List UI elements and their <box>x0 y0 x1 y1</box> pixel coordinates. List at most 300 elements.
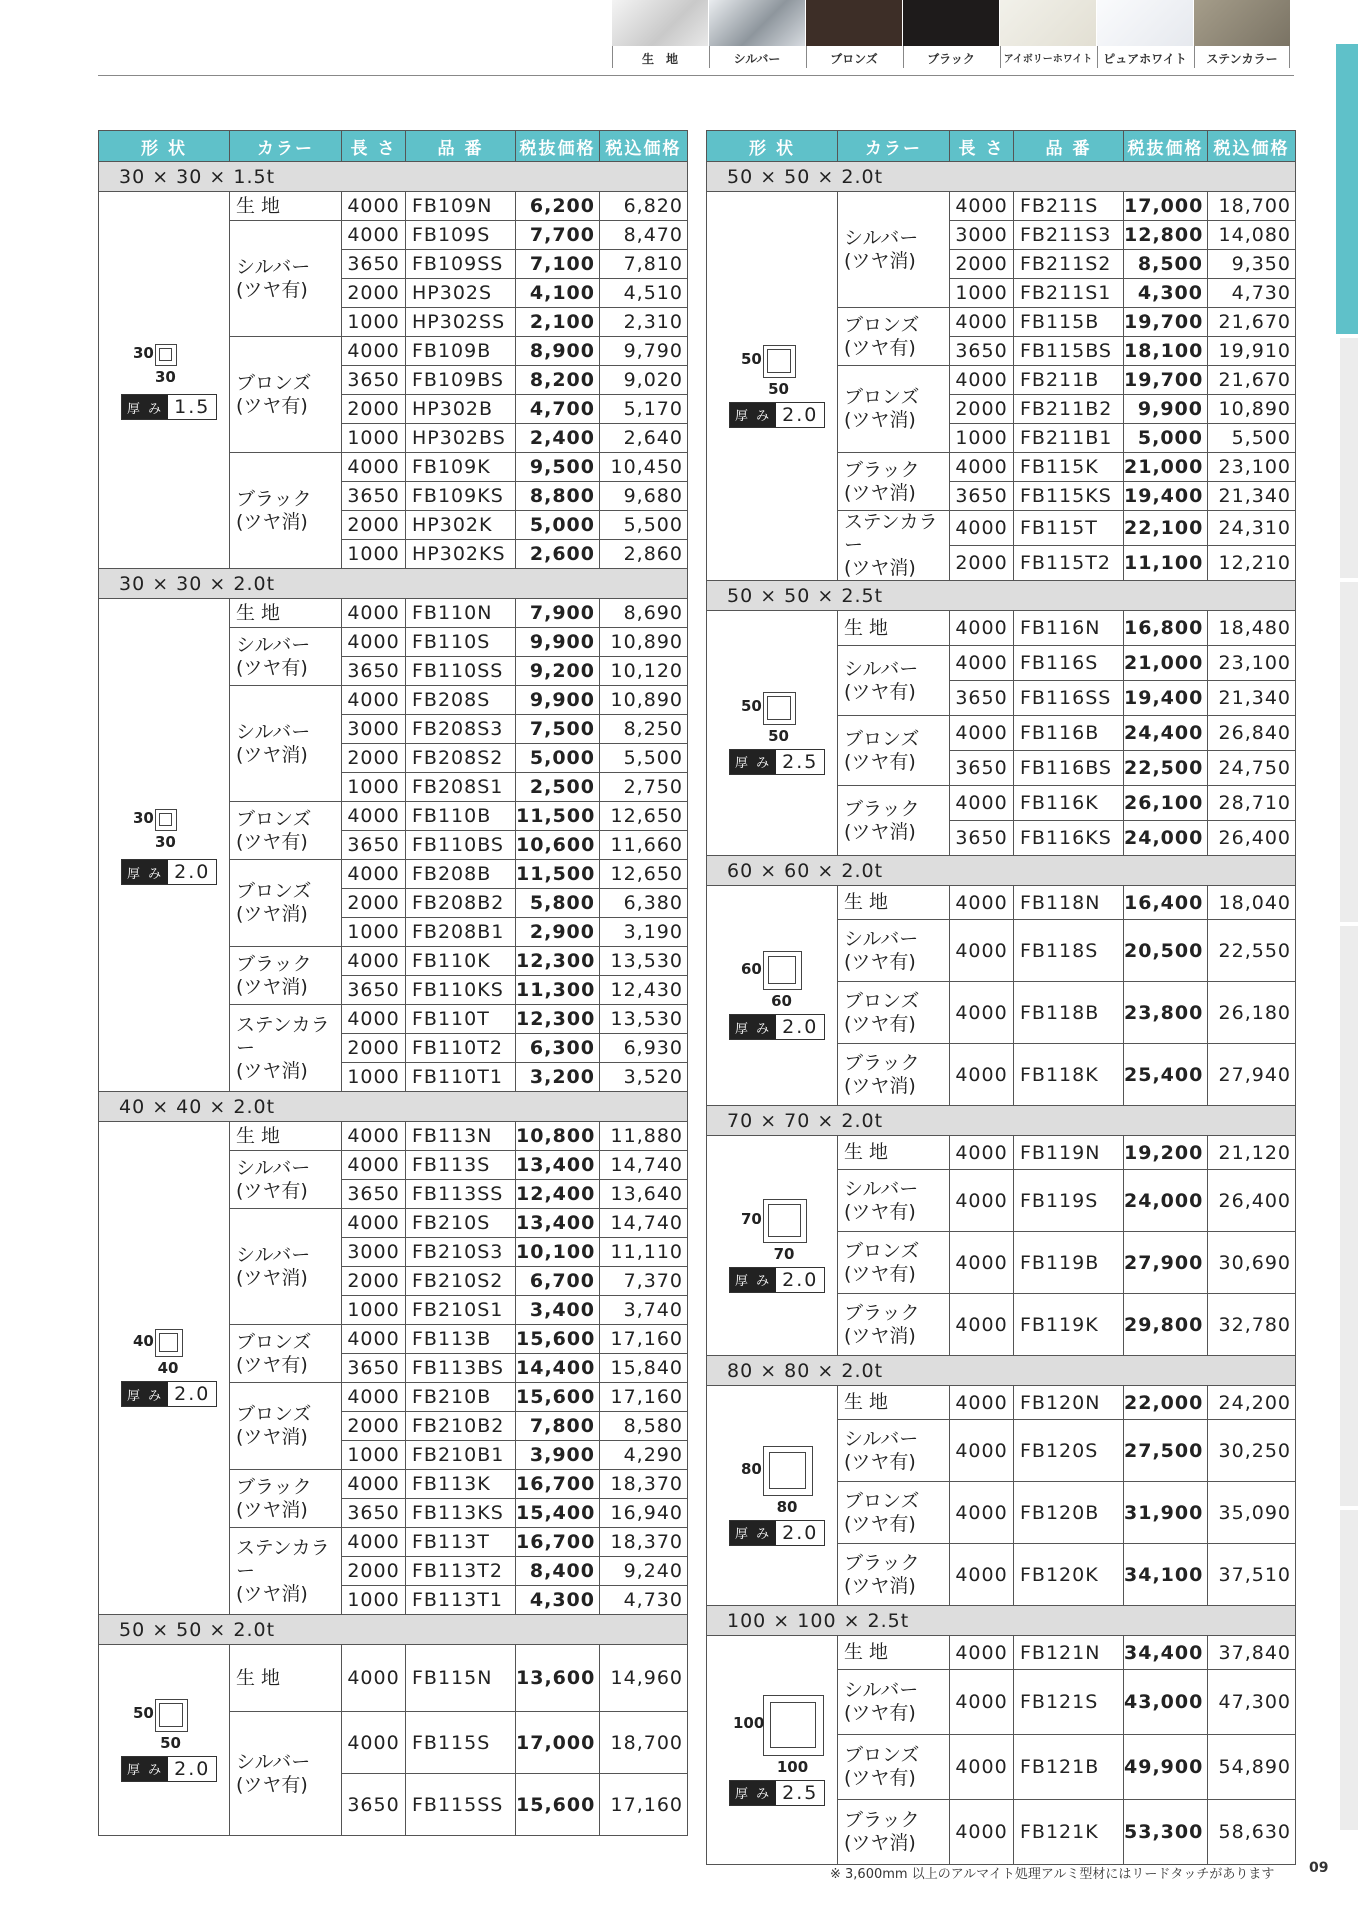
length-value: 3650 <box>342 366 406 395</box>
part-number: FB115T <box>1014 511 1124 546</box>
length-value: 4000 <box>342 1325 406 1354</box>
price-incl-tax: 21,670 <box>1208 308 1296 337</box>
price-excl-tax: 5,000 <box>1124 424 1208 453</box>
part-number: FB113N <box>406 1122 516 1151</box>
thickness-label: 厚 み <box>122 395 168 419</box>
length-value: 4000 <box>950 1544 1014 1606</box>
price-excl-tax: 13,400 <box>516 1151 600 1180</box>
profile-drawing <box>707 947 838 1044</box>
column-header: 税込価格 <box>1208 131 1296 162</box>
column-header: 長 さ <box>342 131 406 162</box>
part-number: FB210S3 <box>406 1238 516 1267</box>
length-value: 2000 <box>342 1034 406 1063</box>
table-row <box>99 599 688 628</box>
part-number: FB113KS <box>406 1499 516 1528</box>
profile-drawing <box>707 688 838 779</box>
length-value: 1000 <box>342 540 406 569</box>
color-name <box>230 1528 342 1615</box>
part-number: FB119N <box>1014 1136 1124 1170</box>
part-number: FB208B2 <box>406 889 516 918</box>
square-tube-icon <box>155 809 177 831</box>
price-incl-tax: 5,500 <box>600 744 688 773</box>
length-value: 4000 <box>950 366 1014 395</box>
part-number: FB110T1 <box>406 1063 516 1092</box>
color-name <box>838 1544 950 1606</box>
thickness-label: 厚 み <box>730 403 776 427</box>
profile-cell <box>707 611 838 856</box>
length-value: 1000 <box>342 424 406 453</box>
color-swatch <box>903 0 999 72</box>
length-value: 4000 <box>950 1044 1014 1106</box>
price-excl-tax: 13,600 <box>516 1645 600 1712</box>
length-value: 4000 <box>950 646 1014 681</box>
square-tube-icon <box>763 345 796 378</box>
length-value: 4000 <box>342 221 406 250</box>
dimension-height: 50 <box>741 697 762 715</box>
length-value: 1000 <box>342 918 406 947</box>
chapter-index-tab-inactive <box>1340 582 1358 922</box>
price-excl-tax: 16,800 <box>1124 611 1208 646</box>
price-table-left <box>98 130 688 1836</box>
column-header: 税抜価格 <box>1124 131 1208 162</box>
table-row <box>707 1136 1296 1170</box>
price-excl-tax: 7,100 <box>516 250 600 279</box>
part-number: FB118B <box>1014 982 1124 1044</box>
length-value: 3650 <box>950 681 1014 716</box>
color-text: ブラック (ツヤ消) <box>236 952 312 998</box>
color-text: ブロンズ (ツヤ有) <box>844 727 920 773</box>
profile-cell <box>707 1386 838 1606</box>
price-excl-tax: 6,700 <box>516 1267 600 1296</box>
color-text: 生 地 <box>236 1124 281 1147</box>
price-incl-tax: 12,430 <box>600 976 688 1005</box>
length-value: 4000 <box>342 453 406 482</box>
price-incl-tax: 4,730 <box>1208 279 1296 308</box>
profile-cell <box>99 1122 230 1615</box>
header-divider <box>98 75 1294 76</box>
chapter-index-tab-inactive <box>1340 1510 1358 1830</box>
length-value: 1000 <box>342 773 406 802</box>
thickness-label: 厚 み <box>730 750 776 774</box>
section-title: 100 × 100 × 2.5t <box>707 1606 1296 1636</box>
color-text: シルバー (ツヤ有) <box>844 927 919 973</box>
length-value: 2000 <box>342 1412 406 1441</box>
color-name <box>838 1232 950 1294</box>
part-number: FB110K <box>406 947 516 976</box>
price-excl-tax: 22,100 <box>1124 511 1208 546</box>
price-incl-tax: 10,890 <box>600 628 688 657</box>
section-title: 30 × 30 × 2.0t <box>99 569 688 599</box>
price-incl-tax: 11,110 <box>600 1238 688 1267</box>
price-incl-tax: 24,310 <box>1208 511 1296 546</box>
length-value: 4000 <box>950 1420 1014 1482</box>
color-text: 生 地 <box>236 1666 281 1689</box>
color-text: ブロンズ (ツヤ有) <box>844 1489 920 1535</box>
length-value: 4000 <box>342 686 406 715</box>
color-name <box>838 920 950 982</box>
price-incl-tax: 4,290 <box>600 1441 688 1470</box>
price-incl-tax: 8,250 <box>600 715 688 744</box>
price-incl-tax: 37,840 <box>1208 1636 1296 1670</box>
price-excl-tax: 12,400 <box>516 1180 600 1209</box>
section-row <box>707 856 1296 886</box>
price-excl-tax: 27,900 <box>1124 1232 1208 1294</box>
price-excl-tax: 22,500 <box>1124 751 1208 786</box>
length-value: 4000 <box>342 802 406 831</box>
part-number: HP302S <box>406 279 516 308</box>
price-excl-tax: 8,900 <box>516 337 600 366</box>
section-row <box>99 162 688 192</box>
price-incl-tax: 54,890 <box>1208 1735 1296 1800</box>
color-name <box>838 192 950 308</box>
part-number: HP302SS <box>406 308 516 337</box>
color-name <box>230 1325 342 1383</box>
column-header: カラー <box>838 131 950 162</box>
part-number: FB208B <box>406 860 516 889</box>
color-text: 生 地 <box>844 1141 889 1163</box>
thickness-value: 2.0 <box>776 1268 824 1292</box>
color-name <box>838 1636 950 1670</box>
length-value: 4000 <box>950 308 1014 337</box>
length-value: 4000 <box>342 1645 406 1712</box>
color-text: シルバー (ツヤ有) <box>844 1177 919 1223</box>
table-row <box>707 611 1296 646</box>
color-name <box>838 1735 950 1800</box>
price-incl-tax: 6,380 <box>600 889 688 918</box>
color-name <box>230 947 342 1005</box>
color-name <box>230 1383 342 1470</box>
part-number: FB110T <box>406 1005 516 1034</box>
color-text: ステンカラー (ツヤ消) <box>236 1013 330 1082</box>
part-number: FB110BS <box>406 831 516 860</box>
price-incl-tax: 14,960 <box>600 1645 688 1712</box>
chapter-index-tab-inactive <box>1340 926 1358 1506</box>
section-row <box>707 1106 1296 1136</box>
part-number: FB116KS <box>1014 821 1124 856</box>
thickness-label: 厚 み <box>122 860 168 884</box>
length-value: 3000 <box>342 715 406 744</box>
price-incl-tax: 18,370 <box>600 1528 688 1557</box>
price-excl-tax: 12,800 <box>1124 221 1208 250</box>
section-row <box>707 1356 1296 1386</box>
color-name <box>230 599 342 628</box>
color-text: ブロンズ (ツヤ有) <box>844 313 920 359</box>
price-excl-tax: 22,000 <box>1124 1386 1208 1420</box>
thickness-label: 厚 み <box>730 1781 776 1805</box>
part-number: FB116K <box>1014 786 1124 821</box>
part-number: FB115T2 <box>1014 546 1124 581</box>
color-text: ブラック (ツヤ消) <box>844 1051 920 1097</box>
price-incl-tax: 17,160 <box>600 1383 688 1412</box>
price-excl-tax: 24,400 <box>1124 716 1208 751</box>
color-name <box>838 786 950 856</box>
price-excl-tax: 11,500 <box>516 860 600 889</box>
price-excl-tax: 24,000 <box>1124 1170 1208 1232</box>
length-value: 4000 <box>950 1800 1014 1865</box>
length-value: 4000 <box>950 1670 1014 1735</box>
price-incl-tax: 12,210 <box>1208 546 1296 581</box>
square-tube-icon <box>763 951 802 990</box>
part-number: FB109BS <box>406 366 516 395</box>
price-incl-tax: 3,740 <box>600 1296 688 1325</box>
price-excl-tax: 2,600 <box>516 540 600 569</box>
column-header: 税抜価格 <box>516 131 600 162</box>
section-title: 70 × 70 × 2.0t <box>707 1106 1296 1136</box>
price-excl-tax: 5,000 <box>516 744 600 773</box>
length-value: 3650 <box>342 1354 406 1383</box>
price-incl-tax: 10,890 <box>1208 395 1296 424</box>
price-incl-tax: 7,810 <box>600 250 688 279</box>
color-text: ステンカラー (ツヤ消) <box>844 511 938 579</box>
color-name <box>230 628 342 686</box>
price-excl-tax: 7,900 <box>516 599 600 628</box>
dimension-height: 100 <box>733 1714 765 1732</box>
length-value: 3650 <box>342 1774 406 1836</box>
dimension-width: 30 <box>155 833 176 851</box>
part-number: FB110B <box>406 802 516 831</box>
length-value: 4000 <box>342 860 406 889</box>
color-name <box>838 453 950 511</box>
column-header: 税込価格 <box>600 131 688 162</box>
part-number: FB210S <box>406 1209 516 1238</box>
price-excl-tax: 18,100 <box>1124 337 1208 366</box>
profile-cell <box>99 192 230 569</box>
color-text: ブラック (ツヤ消) <box>236 487 312 533</box>
color-name <box>230 860 342 947</box>
price-incl-tax: 12,650 <box>600 860 688 889</box>
part-number: FB121B <box>1014 1735 1124 1800</box>
length-value: 3650 <box>342 1180 406 1209</box>
price-incl-tax: 9,350 <box>1208 250 1296 279</box>
thickness-badge <box>121 1756 217 1782</box>
dimension-height: 50 <box>741 350 762 368</box>
color-name <box>838 1294 950 1356</box>
price-incl-tax: 47,300 <box>1208 1670 1296 1735</box>
color-text: ブロンズ (ツヤ有) <box>844 1239 920 1285</box>
swatch-label: 生 地 <box>641 52 678 66</box>
length-value: 3650 <box>342 831 406 860</box>
length-value: 1000 <box>950 424 1014 453</box>
price-excl-tax: 16,700 <box>516 1528 600 1557</box>
length-value: 4000 <box>342 1005 406 1034</box>
color-text: ブラック (ツヤ消) <box>844 1301 920 1347</box>
price-excl-tax: 8,200 <box>516 366 600 395</box>
price-incl-tax: 2,310 <box>600 308 688 337</box>
length-value: 4000 <box>950 1294 1014 1356</box>
color-name <box>838 1170 950 1232</box>
section-row <box>99 1092 688 1122</box>
price-excl-tax: 6,300 <box>516 1034 600 1063</box>
price-incl-tax: 9,020 <box>600 366 688 395</box>
length-value: 3650 <box>950 821 1014 856</box>
part-number: FB121N <box>1014 1636 1124 1670</box>
price-incl-tax: 9,680 <box>600 482 688 511</box>
length-value: 4000 <box>342 1470 406 1499</box>
section-title: 50 × 50 × 2.0t <box>99 1615 688 1645</box>
price-excl-tax: 11,300 <box>516 976 600 1005</box>
part-number: FB110SS <box>406 657 516 686</box>
swatch-label: アイボリーホワイト <box>1003 54 1093 65</box>
price-incl-tax: 16,940 <box>600 1499 688 1528</box>
length-value: 2000 <box>950 546 1014 581</box>
part-number: FB116B <box>1014 716 1124 751</box>
price-excl-tax: 34,400 <box>1124 1636 1208 1670</box>
price-excl-tax: 16,700 <box>516 1470 600 1499</box>
part-number: FB113B <box>406 1325 516 1354</box>
color-name <box>838 308 950 366</box>
color-text: ステンカラー (ツヤ消) <box>236 1536 330 1605</box>
price-incl-tax: 9,240 <box>600 1557 688 1586</box>
color-text: シルバー (ツヤ消) <box>236 720 311 766</box>
length-value: 4000 <box>950 786 1014 821</box>
price-incl-tax: 21,340 <box>1208 482 1296 511</box>
price-incl-tax: 21,120 <box>1208 1136 1296 1170</box>
length-value: 4000 <box>950 1386 1014 1420</box>
part-number: FB211B2 <box>1014 395 1124 424</box>
price-excl-tax: 23,800 <box>1124 982 1208 1044</box>
price-incl-tax: 4,730 <box>600 1586 688 1615</box>
price-incl-tax: 2,750 <box>600 773 688 802</box>
section-row <box>99 569 688 599</box>
price-incl-tax: 28,710 <box>1208 786 1296 821</box>
profile-drawing <box>99 805 230 885</box>
color-name <box>838 1044 950 1106</box>
color-name <box>230 1712 342 1836</box>
color-name <box>230 337 342 453</box>
part-number: FB121K <box>1014 1800 1124 1865</box>
thickness-value: 2.0 <box>776 1521 824 1545</box>
table-header-row <box>99 131 688 162</box>
length-value: 3650 <box>342 250 406 279</box>
part-number: FB210S1 <box>406 1296 516 1325</box>
chapter-index-tab <box>1336 44 1358 334</box>
length-value: 1000 <box>342 1296 406 1325</box>
price-excl-tax: 9,200 <box>516 657 600 686</box>
section-title: 50 × 50 × 2.5t <box>707 581 1296 611</box>
dimension-width: 80 <box>776 1497 798 1516</box>
profile-drawing <box>99 1325 230 1411</box>
color-name <box>230 221 342 337</box>
price-excl-tax: 19,400 <box>1124 681 1208 716</box>
price-excl-tax: 7,800 <box>516 1412 600 1441</box>
length-value: 4000 <box>950 886 1014 920</box>
dimension-width: 40 <box>157 1359 179 1377</box>
price-excl-tax: 12,300 <box>516 1005 600 1034</box>
section-title: 30 × 30 × 1.5t <box>99 162 688 192</box>
length-value: 2000 <box>950 395 1014 424</box>
thickness-value: 1.5 <box>168 395 216 419</box>
table-row <box>99 1122 688 1151</box>
part-number: HP302K <box>406 511 516 540</box>
price-excl-tax: 5,000 <box>516 511 600 540</box>
price-incl-tax: 10,890 <box>600 686 688 715</box>
color-text: ブラック (ツヤ消) <box>844 797 920 843</box>
price-excl-tax: 4,300 <box>516 1586 600 1615</box>
price-incl-tax: 10,120 <box>600 657 688 686</box>
dimension-height: 30 <box>133 809 154 827</box>
price-excl-tax: 15,400 <box>516 1499 600 1528</box>
thickness-label: 厚 み <box>730 1521 776 1545</box>
swatch-label: ピュアホワイト <box>1103 52 1187 66</box>
part-number: FB210B1 <box>406 1441 516 1470</box>
price-incl-tax: 18,480 <box>1208 611 1296 646</box>
dimension-height: 50 <box>133 1704 154 1722</box>
price-incl-tax: 14,080 <box>1208 221 1296 250</box>
thickness-label: 厚 み <box>730 1268 776 1292</box>
price-incl-tax: 2,860 <box>600 540 688 569</box>
price-excl-tax: 19,200 <box>1124 1136 1208 1170</box>
thickness-value: 2.0 <box>776 1015 824 1039</box>
part-number: FB211B1 <box>1014 424 1124 453</box>
price-excl-tax: 15,600 <box>516 1774 600 1836</box>
length-value: 4000 <box>342 599 406 628</box>
price-excl-tax: 9,900 <box>1124 395 1208 424</box>
price-incl-tax: 4,510 <box>600 279 688 308</box>
part-number: FB116S <box>1014 646 1124 681</box>
price-incl-tax: 23,100 <box>1208 453 1296 482</box>
part-number: FB109N <box>406 192 516 221</box>
part-number: HP302KS <box>406 540 516 569</box>
color-text: ブラック (ツヤ消) <box>844 458 920 504</box>
page-number: 09 <box>1309 1860 1329 1876</box>
price-excl-tax: 53,300 <box>1124 1800 1208 1865</box>
section-row <box>99 1615 688 1645</box>
color-swatch <box>709 0 805 72</box>
part-number: FB113T <box>406 1528 516 1557</box>
profile-cell <box>99 1645 230 1836</box>
dimension-width: 50 <box>768 726 789 745</box>
color-text: ブラック (ツヤ消) <box>844 1809 920 1854</box>
color-text: 生 地 <box>236 601 281 624</box>
part-number: FB115KS <box>1014 482 1124 511</box>
swatch-label: シルバー <box>733 52 781 66</box>
column-header: カラー <box>230 131 342 162</box>
thickness-value: 2.5 <box>776 750 824 774</box>
part-number: FB113BS <box>406 1354 516 1383</box>
length-value: 4000 <box>950 192 1014 221</box>
price-incl-tax: 8,690 <box>600 599 688 628</box>
length-value: 3650 <box>950 751 1014 786</box>
color-name <box>838 716 950 786</box>
price-incl-tax: 18,040 <box>1208 886 1296 920</box>
price-incl-tax: 8,580 <box>600 1412 688 1441</box>
price-incl-tax: 13,530 <box>600 947 688 976</box>
swatch-label: ブラック <box>927 52 975 66</box>
price-excl-tax: 20,500 <box>1124 920 1208 982</box>
length-value: 3650 <box>950 482 1014 511</box>
section-title: 50 × 50 × 2.0t <box>707 162 1296 192</box>
chapter-index-tab-inactive <box>1340 338 1358 578</box>
length-value: 4000 <box>342 192 406 221</box>
price-incl-tax: 3,520 <box>600 1063 688 1092</box>
part-number: FB116BS <box>1014 751 1124 786</box>
swatch-chip <box>1000 0 1096 46</box>
part-number: FB115BS <box>1014 337 1124 366</box>
price-incl-tax: 11,880 <box>600 1122 688 1151</box>
price-excl-tax: 26,100 <box>1124 786 1208 821</box>
column-header: 品 番 <box>406 131 516 162</box>
part-number: FB118N <box>1014 886 1124 920</box>
swatch-chip <box>709 0 805 46</box>
price-excl-tax: 3,200 <box>516 1063 600 1092</box>
part-number: FB211S3 <box>1014 221 1124 250</box>
length-value: 4000 <box>950 1636 1014 1670</box>
profile-cell <box>99 599 230 1092</box>
color-name <box>230 1209 342 1325</box>
length-value: 4000 <box>342 337 406 366</box>
price-incl-tax: 17,160 <box>600 1325 688 1354</box>
footnote: ※ 3,600mm 以上のアルマイト処理アルミ型材にはリードタッチがあります <box>830 1867 1275 1882</box>
